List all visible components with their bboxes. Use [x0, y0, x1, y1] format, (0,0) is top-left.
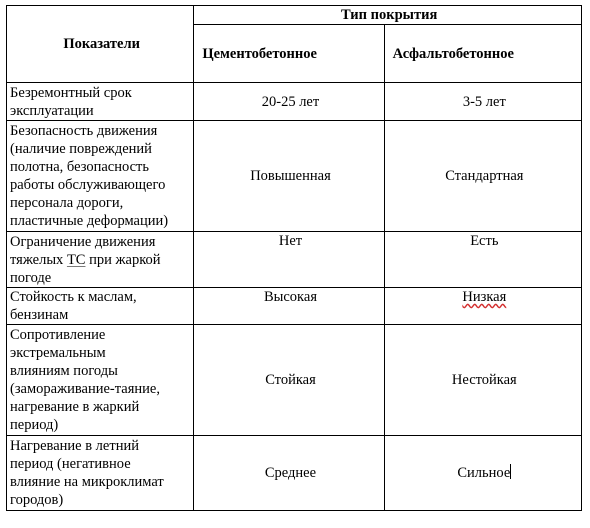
indicator-line: городов) — [10, 492, 64, 508]
row-indicator — [7, 325, 194, 436]
table-row — [7, 288, 582, 325]
table-row — [7, 325, 582, 436]
asphalt-value: Стандартная — [384, 121, 581, 232]
header-asphalt: Асфальтобетонное — [384, 25, 581, 83]
indicator-line: влияние на микроклимат — [10, 474, 164, 490]
cement-value: Стойкая — [194, 325, 384, 436]
cement-value: 20-25 лет — [194, 83, 384, 121]
row-indicator — [7, 288, 194, 325]
text-cursor — [510, 464, 511, 479]
indicator-line: Стойкость к маслам, — [10, 289, 137, 305]
indicator-line: работы обслуживающего — [10, 177, 166, 193]
cement-value: Высокая — [194, 288, 384, 325]
row-indicator — [7, 121, 194, 232]
indicator-line: нагревание в жаркий — [10, 399, 140, 415]
header-cement: Цементобетонное — [194, 25, 384, 83]
header-coverage-type: Тип покрытия — [194, 6, 582, 25]
indicator-line: Ограничение движения — [10, 233, 156, 250]
table-row — [7, 83, 582, 121]
cement-value: Среднее — [194, 436, 384, 511]
indicator-line: экстремальным — [10, 345, 106, 361]
row-indicator — [7, 232, 194, 288]
comparison-table — [6, 5, 582, 511]
indicator-line: эксплуатации — [10, 102, 94, 119]
indicator-line: персонала дороги, — [10, 195, 124, 211]
indicator-line: Нагревание в летний — [10, 438, 139, 454]
asphalt-value[interactable] — [384, 436, 581, 511]
indicator-line: влияниям погоды — [10, 363, 118, 379]
header-indicators: Показатели — [7, 6, 194, 83]
indicator-line — [10, 251, 193, 269]
spellcheck-underline: Низкая — [462, 289, 507, 305]
cement-value: Повышенная — [194, 121, 384, 232]
indicator-line: (замораживание-таяние, — [10, 381, 160, 397]
indicator-line: период (негативное — [10, 456, 131, 472]
asphalt-value: Есть — [384, 232, 581, 288]
indicator-line: Безопасность движения — [10, 123, 158, 139]
cement-value: Нет — [194, 232, 384, 288]
indicator-line: погоде — [10, 269, 52, 286]
asphalt-value — [384, 288, 581, 325]
indicator-text: при жаркой — [85, 251, 161, 268]
ts-abbrev: ТС — [66, 251, 86, 268]
asphalt-value: 3-5 лет — [384, 83, 581, 121]
asphalt-value-text: Сильное — [457, 465, 511, 481]
indicator-line: Безремонтный срок — [10, 84, 132, 101]
indicator-line: бензинам — [10, 307, 69, 323]
indicator-line: период) — [10, 417, 59, 433]
row-indicator — [7, 436, 194, 511]
indicator-text: тяжелых — [10, 251, 67, 268]
table-row — [7, 121, 582, 232]
indicator-line: пластичные деформации) — [10, 213, 169, 229]
indicator-line: (наличие повреждений — [10, 141, 152, 157]
row-indicator — [7, 83, 194, 121]
table-row — [7, 232, 582, 288]
asphalt-value: Нестойкая — [384, 325, 581, 436]
indicator-line: Сопротивление — [10, 327, 106, 343]
indicator-line: полотна, безопасность — [10, 159, 149, 175]
table-row — [7, 436, 582, 511]
